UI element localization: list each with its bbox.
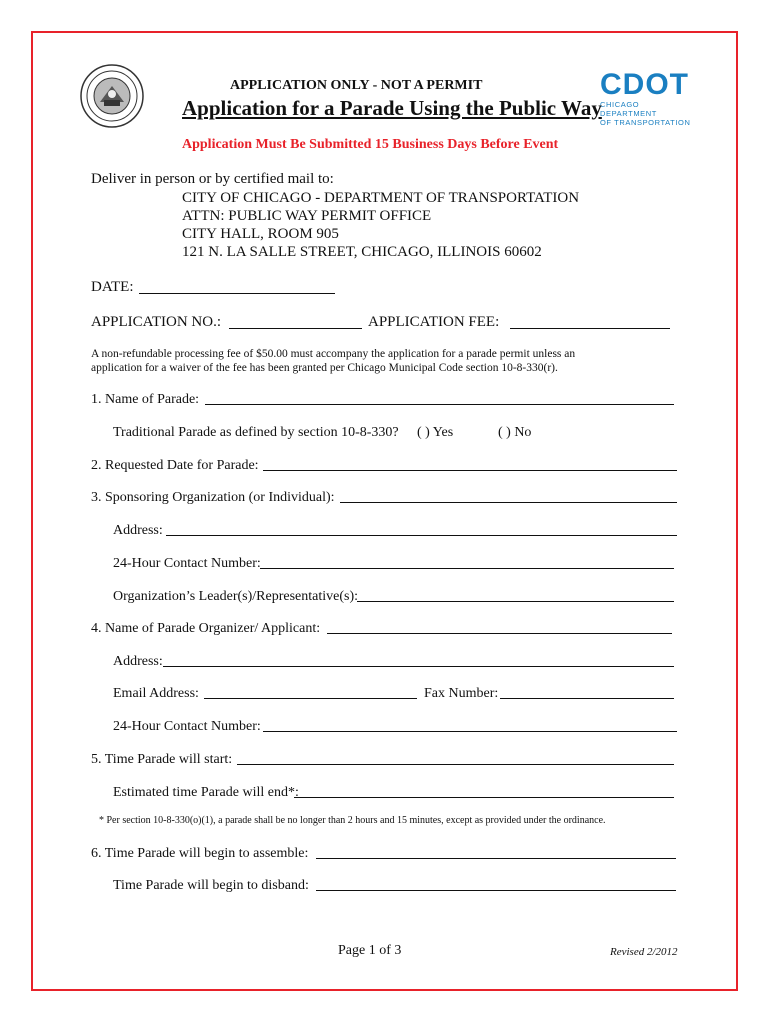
parade-name-field[interactable] bbox=[205, 404, 674, 405]
revision-date: Revised 2/2012 bbox=[610, 946, 678, 958]
q3-leader-label: Organization’s Leader(s)/Representative(s): bbox=[113, 589, 359, 604]
disband-time-field[interactable] bbox=[316, 890, 676, 891]
sponsoring-org-field[interactable] bbox=[340, 502, 677, 503]
page-number: Page 1 of 3 bbox=[338, 943, 402, 958]
q6-disband-label: Time Parade will begin to disband: bbox=[113, 878, 309, 893]
q4-address-label: Address: bbox=[113, 654, 163, 669]
q4-email-label: Email Address: bbox=[113, 686, 199, 701]
start-time-field[interactable] bbox=[237, 764, 674, 765]
city-seal-logo bbox=[80, 64, 144, 128]
q3-contact-label: 24-Hour Contact Number: bbox=[113, 556, 261, 571]
page-title: Application for a Parade Using the Public Way bbox=[182, 96, 602, 120]
q4-fax-label: Fax Number: bbox=[424, 686, 499, 701]
application-no-label: APPLICATION NO.: bbox=[91, 314, 222, 330]
deadline-notice: Application Must Be Submitted 15 Business Days Before Event bbox=[182, 137, 559, 152]
assemble-time-field[interactable] bbox=[316, 858, 676, 859]
cdot-logo-word: CDOT bbox=[600, 68, 689, 101]
organizer-contact-field[interactable] bbox=[263, 731, 677, 732]
delivery-address-line: 121 N. LA SALLE STREET, CHICAGO, ILLINOIS 60602 bbox=[182, 244, 542, 260]
traditional-no-option[interactable]: ( ) No bbox=[498, 425, 532, 440]
sponsor-contact-field[interactable] bbox=[260, 568, 674, 569]
date-field[interactable] bbox=[139, 293, 335, 294]
q5-end-time-label: Estimated time Parade will end*: bbox=[113, 785, 299, 800]
delivery-intro: Deliver in person or by certified mail to: bbox=[91, 171, 334, 187]
duration-footnote: * Per section 10-8-330(o)(1), a parade shall be no longer than 2 hours and 15 minutes, except as provided under the ordinance. bbox=[99, 815, 606, 826]
sponsor-leader-field[interactable] bbox=[357, 601, 674, 602]
q3-address-label: Address: bbox=[113, 523, 163, 538]
delivery-address-line: CITY OF CHICAGO - DEPARTMENT OF TRANSPORTATION bbox=[182, 190, 580, 206]
notice-heading: APPLICATION ONLY - NOT A PERMIT bbox=[230, 78, 483, 93]
end-time-field[interactable] bbox=[294, 797, 674, 798]
organizer-fax-field[interactable] bbox=[500, 698, 674, 699]
application-fee-label: APPLICATION FEE: bbox=[368, 314, 500, 330]
application-fee-field[interactable] bbox=[510, 328, 670, 329]
delivery-address-line: ATTN: PUBLIC WAY PERMIT OFFICE bbox=[182, 208, 432, 224]
traditional-yes-option[interactable]: ( ) Yes bbox=[417, 425, 454, 440]
organizer-address-field[interactable] bbox=[163, 666, 674, 667]
cdot-logo bbox=[600, 68, 696, 127]
q4-contact-label: 24-Hour Contact Number: bbox=[113, 719, 261, 734]
q3-sponsoring-org-label: 3. Sponsoring Organization (or Individual): bbox=[91, 490, 335, 505]
q1-parade-name-label: 1. Name of Parade: bbox=[91, 392, 200, 407]
cdot-logo-line2: OF TRANSPORTATION bbox=[600, 118, 691, 127]
application-no-field[interactable] bbox=[229, 328, 362, 329]
q5-start-time-label: 5. Time Parade will start: bbox=[91, 752, 233, 767]
q4-organizer-label: 4. Name of Parade Organizer/ Applicant: bbox=[91, 621, 321, 636]
traditional-parade-label: Traditional Parade as defined by section 10-8-330? bbox=[113, 425, 399, 440]
fee-notice-line: application for a waiver of the fee has been granted per Chicago Municipal Code section 10-8-330(r). bbox=[91, 362, 558, 374]
q6-assemble-label: 6. Time Parade will begin to assemble: bbox=[91, 846, 309, 861]
date-label: DATE: bbox=[91, 279, 134, 295]
delivery-address-line: CITY HALL, ROOM 905 bbox=[182, 226, 339, 242]
sponsor-address-field[interactable] bbox=[166, 535, 677, 536]
q2-requested-date-label: 2. Requested Date for Parade: bbox=[91, 458, 259, 473]
organizer-name-field[interactable] bbox=[327, 633, 672, 634]
organizer-email-field[interactable] bbox=[204, 698, 417, 699]
cdot-logo-line1: CHICAGO DEPARTMENT bbox=[600, 100, 657, 118]
fee-notice-line: A non-refundable processing fee of $50.00 must accompany the application for a parade permit unless an bbox=[91, 348, 576, 360]
requested-date-field[interactable] bbox=[263, 470, 677, 471]
